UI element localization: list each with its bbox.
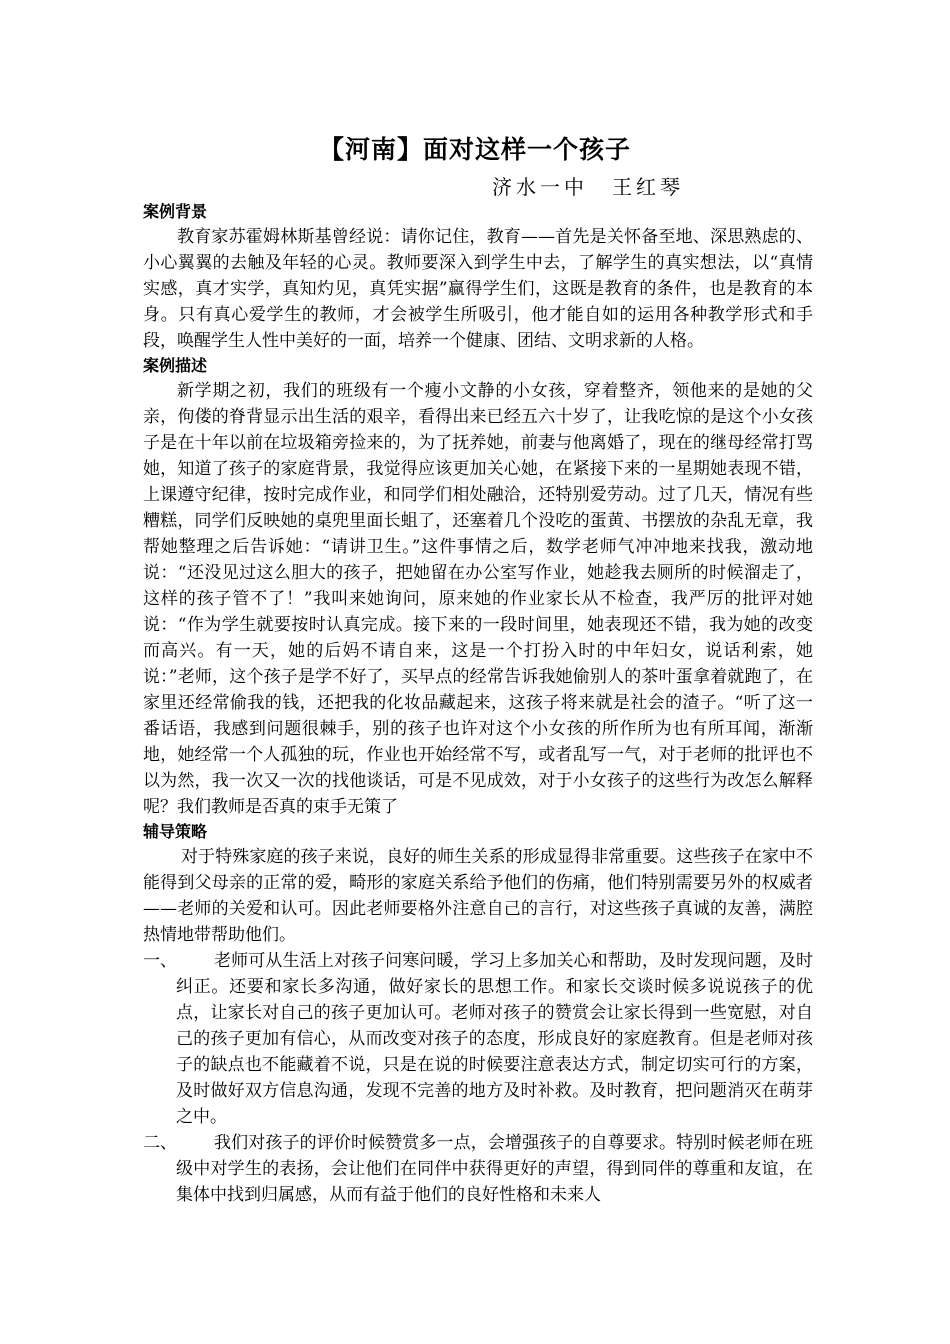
list-item-text: 老师可从生活上对孩子问寒问暖，学习上多加关心和帮助，及时发现问题，及时纠正。还要和家长多沟通，做好家长的思想工作。和家长交谈时候多说说孩子的优点，让家长对自己的孩子更加认可。老师对孩子的赞赏会让家长得到一些宽慰，对自己的孩子更加有信心，从而改变对孩子的态度，形成良好的家庭教育。但是老师对孩子的缺点也不能藏着不说，只是在说的时候要注意表达方式，制定切实可行的方案，及时做好双方信息沟通，发现不完善的地方及时补救。及时教育，把问题消灭在萌芽之中。 bbox=[176, 951, 813, 1127]
section-heading-description: 案例描述 bbox=[143, 356, 208, 375]
paragraph-description: 新学期之初，我们的班级有一个瘦小文静的小女孩，穿着整齐，领他来的是她的父亲，佝偻的脊背显示出生活的艰辛，看得出来已经五六十岁了，让我吃惊的是这个小女孩子是在十年以前在垃圾箱旁捡来的，为了抚养她，前妻与他离婚了，现在的继母经常打骂她，知道了孩子的家庭背景，我觉得应该更加关心她，在紧接下来的一星期她表现不错，上课遵守纪律，按时完成作业，和同学们相处融洽，还特别爱劳动。过了几天，情况有些糟糕，同学们反映她的桌兜里面长蛆了，还塞着几个没吃的蛋黄、书摆放的杂乱无章，我帮她整理之后告诉她：“请讲卫生。”这件事情之后，数学老师气冲冲地来找我，激动地说：“还没见过这么胆大的孩子，把她留在办公室写作业，她趁我去厕所的时候溜走了，这样的孩子管不了！”我叫来她询问，原来她的作业家长从不检查，我严厉的批评对她说：“作为学生就要按时认真完成。接下来的一段时间里，她表现还不错，我为她的改变而高兴。有一天，她的后妈不请自来，这是一个打扮入时的中年妇女，说话利索，她说：”老师，这个孩子是学不好了，买早点的经常告诉我她偷别人的茶叶蛋拿着就跑了，在家里还经常偷我的钱，还把我的化妆品藏起来，这孩子将来就是社会的渣子。“听了这一番话语，我感到问题很棘手，别的孩子也许对这个小女孩的所作所为也有所耳闻，渐渐地，她经常一个人孤独的玩，作业也开始经常不写，或者乱写一气，对于老师的批评也不以为然，我一次又一次的找他谈话，可是不见成效，对于小女孩子的这些行为改怎么解释呢？我们教师是否真的束手无策了 bbox=[143, 381, 813, 817]
section-heading-background: 案例背景 bbox=[143, 202, 208, 221]
section-heading-strategy: 辅导策略 bbox=[143, 822, 208, 841]
page-title: 【河南】面对这样一个孩子 bbox=[318, 135, 631, 164]
list-item bbox=[143, 1130, 813, 1208]
list-item bbox=[143, 948, 813, 1130]
list-item-text: 我们对孩子的评价时候赞赏多一点，会增强孩子的自尊要求。特别时候老师在班级中对学生的表扬，会让他们在同伴中获得更好的声望，得到同伴的尊重和友谊，在集体中找到归属感，从而有益于他们的良好性格和未来人 bbox=[176, 1133, 813, 1205]
list-item-number: 一、 bbox=[143, 951, 177, 971]
paragraph-background: 教育家苏霍姆林斯基曾经说：请你记住，教育——首先是关怀备至地、深思熟虑的、小心翼翼的去触及年轻的心灵。教师要深入到学生中去，了解学生的真实想法，以“真情实感，真才实学，真知灼见，真凭实据”赢得学生们，这既是教育的条件，也是教育的本身。只有真心爱学生的教师，才会被学生所吸引，他才能自如的运用各种教学形式和手段，唤醒学生人性中美好的一面，培养一个健康、团结、文明求新的人格。 bbox=[143, 227, 813, 351]
paragraph-strategy-intro: 对于特殊家庭的孩子来说，良好的师生关系的形成显得非常重要。这些孩子在家中不能得到父母亲的正常的爱，畸形的家庭关系给予他们的伤痛，他们特别需要另外的权威者——老师的关爱和认可。因此老师要格外注意自己的言行，对这些孩子真诚的友善，满腔热情地带帮助他们。 bbox=[143, 847, 813, 945]
list-item-number: 二、 bbox=[143, 1133, 177, 1153]
document-body bbox=[143, 200, 813, 1208]
author-line: 济水一中 王红琴 bbox=[492, 175, 684, 199]
